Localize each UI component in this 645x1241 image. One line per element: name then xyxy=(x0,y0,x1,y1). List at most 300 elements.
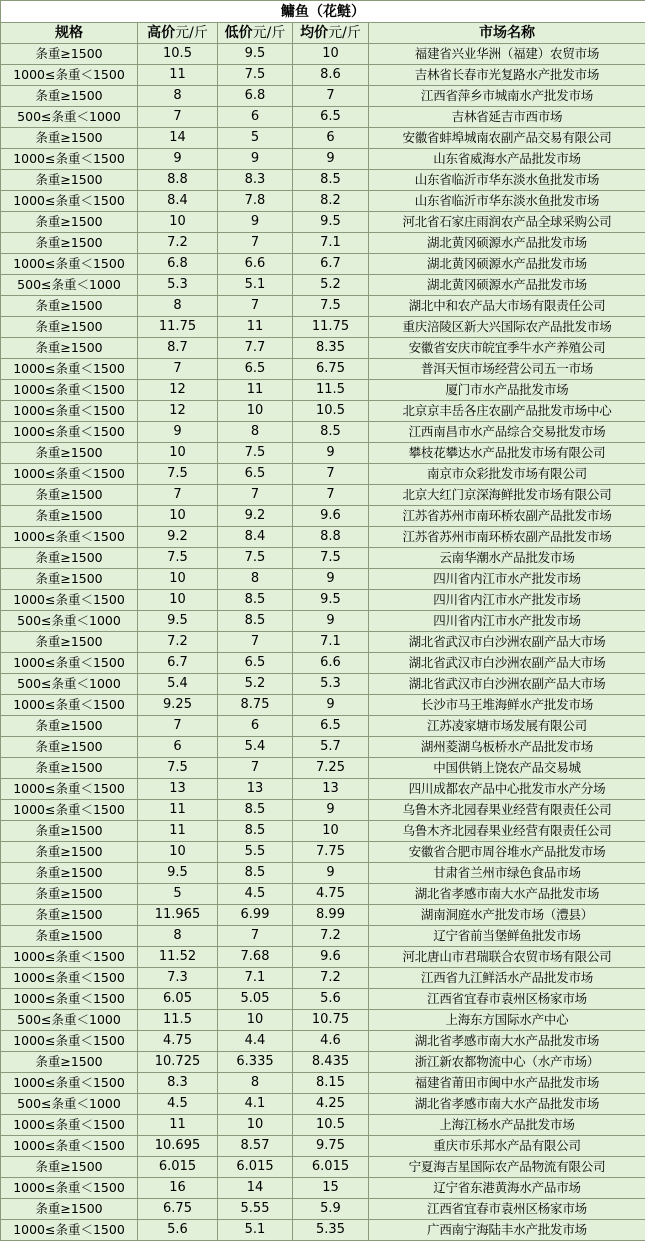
avg-price-cell: 6.75 xyxy=(293,359,369,380)
header-market: 市场名称 xyxy=(369,23,645,44)
high-price-cell: 5.3 xyxy=(138,275,218,296)
market-name-cell: 湖南洞庭水产批发市场（澧县） xyxy=(369,905,645,926)
high-price-cell: 14 xyxy=(138,128,218,149)
high-price-cell: 11.52 xyxy=(138,947,218,968)
low-price-cell: 5.1 xyxy=(218,1220,293,1241)
spec-cell: 1000≤条重＜1500 xyxy=(1,359,138,380)
high-price-cell: 11.965 xyxy=(138,905,218,926)
high-price-cell: 7.5 xyxy=(138,758,218,779)
market-name-cell: 山东省临沂市华东淡水鱼批发市场 xyxy=(369,191,645,212)
table-row xyxy=(1,527,645,548)
avg-price-cell: 4.75 xyxy=(293,884,369,905)
market-name-cell: 湖州菱湖乌板桥水产品批发市场 xyxy=(369,737,645,758)
header-row xyxy=(1,23,645,44)
table-row xyxy=(1,317,645,338)
spec-cell: 500≤条重＜1000 xyxy=(1,611,138,632)
low-price-cell: 8.4 xyxy=(218,527,293,548)
avg-price-cell: 13 xyxy=(293,779,369,800)
spec-cell: 条重≥1500 xyxy=(1,86,138,107)
low-price-cell: 13 xyxy=(218,779,293,800)
low-price-cell: 7.7 xyxy=(218,338,293,359)
spec-cell: 条重≥1500 xyxy=(1,569,138,590)
market-name-cell: 重庆涪陵区新大兴国际农产品批发市场 xyxy=(369,317,645,338)
spec-cell: 500≤条重＜1000 xyxy=(1,1094,138,1115)
market-name-cell: 江苏省苏州市南环桥农副产品批发市场 xyxy=(369,506,645,527)
market-name-cell: 云南华潮水产品批发市场 xyxy=(369,548,645,569)
market-name-cell: 湖北省孝感市南大水产品批发市场 xyxy=(369,1094,645,1115)
market-name-cell: 安徽省蚌埠城南农副产品交易有限公司 xyxy=(369,128,645,149)
low-price-cell: 11 xyxy=(218,380,293,401)
spec-cell: 条重≥1500 xyxy=(1,338,138,359)
low-price-cell: 7.5 xyxy=(218,548,293,569)
high-price-cell: 7.2 xyxy=(138,233,218,254)
market-name-cell: 江西省宜春市袁州区杨家市场 xyxy=(369,1199,645,1220)
high-price-cell: 10 xyxy=(138,443,218,464)
market-name-cell: 河北唐山市君瑞联合农贸市场有限公司 xyxy=(369,947,645,968)
spec-cell: 1000≤条重＜1500 xyxy=(1,1031,138,1052)
table-row xyxy=(1,296,645,317)
avg-price-cell: 7 xyxy=(293,464,369,485)
table-row xyxy=(1,422,645,443)
high-price-cell: 7.5 xyxy=(138,464,218,485)
spec-cell: 条重≥1500 xyxy=(1,296,138,317)
spec-cell: 条重≥1500 xyxy=(1,128,138,149)
high-price-cell: 7 xyxy=(138,107,218,128)
high-price-cell: 9.5 xyxy=(138,611,218,632)
market-name-cell: 江苏凌家塘市场发展有限公司 xyxy=(369,716,645,737)
low-price-cell: 7.1 xyxy=(218,968,293,989)
table-row xyxy=(1,86,645,107)
low-price-cell: 8.75 xyxy=(218,695,293,716)
low-price-cell: 7 xyxy=(218,926,293,947)
high-price-cell: 8 xyxy=(138,296,218,317)
table-row xyxy=(1,884,645,905)
avg-price-cell: 9 xyxy=(293,800,369,821)
table-row xyxy=(1,1220,645,1241)
table-row xyxy=(1,506,645,527)
table-row xyxy=(1,464,645,485)
market-name-cell: 江西省宜春市袁州区杨家市场 xyxy=(369,989,645,1010)
market-name-cell: 河北省石家庄雨润农产品全球采购公司 xyxy=(369,212,645,233)
market-name-cell: 广西南宁海陆丰水产批发市场 xyxy=(369,1220,645,1241)
header-avg-label: 均价 xyxy=(300,25,328,41)
low-price-cell: 8.5 xyxy=(218,611,293,632)
high-price-cell: 9 xyxy=(138,149,218,170)
low-price-cell: 8.5 xyxy=(218,821,293,842)
table-row xyxy=(1,1031,645,1052)
high-price-cell: 7 xyxy=(138,716,218,737)
avg-price-cell: 15 xyxy=(293,1178,369,1199)
spec-cell: 条重≥1500 xyxy=(1,905,138,926)
avg-price-cell: 7.1 xyxy=(293,233,369,254)
table-row xyxy=(1,905,645,926)
high-price-cell: 6.7 xyxy=(138,653,218,674)
low-price-cell: 5.1 xyxy=(218,275,293,296)
low-price-cell: 10 xyxy=(218,1010,293,1031)
spec-cell: 1000≤条重＜1500 xyxy=(1,779,138,800)
high-price-cell: 10 xyxy=(138,212,218,233)
high-price-cell: 10 xyxy=(138,569,218,590)
low-price-cell: 10 xyxy=(218,1115,293,1136)
low-price-cell: 11 xyxy=(218,317,293,338)
table-row xyxy=(1,653,645,674)
table-row xyxy=(1,170,645,191)
market-name-cell: 江苏省苏州市南环桥农副产品批发市场 xyxy=(369,527,645,548)
avg-price-cell: 11.5 xyxy=(293,380,369,401)
market-name-cell: 江西省萍乡市城南水产批发市场 xyxy=(369,86,645,107)
high-price-cell: 10.695 xyxy=(138,1136,218,1157)
market-name-cell: 江西省九江鲜活水产品批发市场 xyxy=(369,968,645,989)
spec-cell: 条重≥1500 xyxy=(1,926,138,947)
high-price-cell: 16 xyxy=(138,1178,218,1199)
market-name-cell: 宁夏海吉星国际农产品物流有限公司 xyxy=(369,1157,645,1178)
high-price-cell: 13 xyxy=(138,779,218,800)
low-price-cell: 6 xyxy=(218,716,293,737)
avg-price-cell: 5.7 xyxy=(293,737,369,758)
market-name-cell: 安徽省安庆市皖宜季牛水产养殖公司 xyxy=(369,338,645,359)
avg-price-cell: 9.75 xyxy=(293,1136,369,1157)
spec-cell: 1000≤条重＜1500 xyxy=(1,1220,138,1241)
high-price-cell: 8 xyxy=(138,926,218,947)
table-row xyxy=(1,44,645,65)
table-row xyxy=(1,443,645,464)
avg-price-cell: 7.25 xyxy=(293,758,369,779)
high-price-cell: 10 xyxy=(138,590,218,611)
low-price-cell: 6.99 xyxy=(218,905,293,926)
avg-price-cell: 8.8 xyxy=(293,527,369,548)
spec-cell: 500≤条重＜1000 xyxy=(1,107,138,128)
spec-cell: 条重≥1500 xyxy=(1,1199,138,1220)
avg-price-cell: 9.5 xyxy=(293,590,369,611)
spec-cell: 条重≥1500 xyxy=(1,758,138,779)
table-row xyxy=(1,149,645,170)
high-price-cell: 8.3 xyxy=(138,1073,218,1094)
avg-price-cell: 7.2 xyxy=(293,926,369,947)
low-price-cell: 6.5 xyxy=(218,359,293,380)
market-name-cell: 甘肃省兰州市绿色食品市场 xyxy=(369,863,645,884)
low-price-cell: 5.55 xyxy=(218,1199,293,1220)
avg-price-cell: 7.75 xyxy=(293,842,369,863)
avg-price-cell: 9 xyxy=(293,611,369,632)
table-row xyxy=(1,548,645,569)
avg-price-cell: 6 xyxy=(293,128,369,149)
spec-cell: 1000≤条重＜1500 xyxy=(1,1136,138,1157)
avg-price-cell: 5.9 xyxy=(293,1199,369,1220)
low-price-cell: 8 xyxy=(218,1073,293,1094)
avg-price-cell: 9.5 xyxy=(293,212,369,233)
header-low-price xyxy=(218,23,293,44)
low-price-cell: 7.8 xyxy=(218,191,293,212)
table-row xyxy=(1,1199,645,1220)
market-name-cell: 福建省莆田市闽中水产品批发市场 xyxy=(369,1073,645,1094)
low-price-cell: 6.015 xyxy=(218,1157,293,1178)
avg-price-cell: 10.5 xyxy=(293,1115,369,1136)
low-price-cell: 7 xyxy=(218,296,293,317)
spec-cell: 条重≥1500 xyxy=(1,821,138,842)
market-name-cell: 上海东方国际水产中心 xyxy=(369,1010,645,1031)
spec-cell: 1000≤条重＜1500 xyxy=(1,1073,138,1094)
spec-cell: 1000≤条重＜1500 xyxy=(1,1115,138,1136)
spec-cell: 1000≤条重＜1500 xyxy=(1,254,138,275)
low-price-cell: 5.4 xyxy=(218,737,293,758)
market-name-cell: 四川省内江市水产批发市场 xyxy=(369,590,645,611)
high-price-cell: 12 xyxy=(138,380,218,401)
market-name-cell: 南京市众彩批发市场有限公司 xyxy=(369,464,645,485)
avg-price-cell: 6.015 xyxy=(293,1157,369,1178)
table-row xyxy=(1,1115,645,1136)
market-name-cell: 攀枝花攀达水产品批发市场有限公司 xyxy=(369,443,645,464)
avg-price-cell: 8.2 xyxy=(293,191,369,212)
table-row xyxy=(1,233,645,254)
high-price-cell: 6.05 xyxy=(138,989,218,1010)
table-row xyxy=(1,254,645,275)
table-row xyxy=(1,779,645,800)
low-price-cell: 6.5 xyxy=(218,464,293,485)
avg-price-cell: 11.75 xyxy=(293,317,369,338)
low-price-cell: 4.1 xyxy=(218,1094,293,1115)
spec-cell: 条重≥1500 xyxy=(1,842,138,863)
high-price-cell: 7.3 xyxy=(138,968,218,989)
market-name-cell: 北京京丰岳各庄农副产品批发市场中心 xyxy=(369,401,645,422)
avg-price-cell: 4.6 xyxy=(293,1031,369,1052)
avg-price-cell: 8.6 xyxy=(293,65,369,86)
spec-cell: 1000≤条重＜1500 xyxy=(1,401,138,422)
low-price-cell: 4.5 xyxy=(218,884,293,905)
market-name-cell: 乌鲁木齐北园春果业经营有限责任公司 xyxy=(369,800,645,821)
low-price-cell: 6.335 xyxy=(218,1052,293,1073)
high-price-cell: 8.4 xyxy=(138,191,218,212)
table-row xyxy=(1,1052,645,1073)
market-name-cell: 江西南昌市水产品综合交易批发市场 xyxy=(369,422,645,443)
spec-cell: 1000≤条重＜1500 xyxy=(1,527,138,548)
spec-cell: 条重≥1500 xyxy=(1,548,138,569)
low-price-cell: 8.3 xyxy=(218,170,293,191)
table-row xyxy=(1,674,645,695)
market-name-cell: 浙江新农都物流中心（水产市场） xyxy=(369,1052,645,1073)
market-name-cell: 吉林省延吉市西市场 xyxy=(369,107,645,128)
high-price-cell: 8.8 xyxy=(138,170,218,191)
low-price-cell: 5.05 xyxy=(218,989,293,1010)
header-avg-price xyxy=(293,23,369,44)
avg-price-cell: 7 xyxy=(293,485,369,506)
table-row xyxy=(1,968,645,989)
high-price-cell: 6 xyxy=(138,737,218,758)
market-name-cell: 湖北黄冈硕源水产品批发市场 xyxy=(369,275,645,296)
spec-cell: 1000≤条重＜1500 xyxy=(1,1178,138,1199)
avg-price-cell: 9 xyxy=(293,569,369,590)
low-price-cell: 6.8 xyxy=(218,86,293,107)
low-price-cell: 7 xyxy=(218,233,293,254)
avg-price-cell: 10.75 xyxy=(293,1010,369,1031)
high-price-cell: 12 xyxy=(138,401,218,422)
spec-cell: 500≤条重＜1000 xyxy=(1,1010,138,1031)
avg-price-cell: 9 xyxy=(293,695,369,716)
table-row xyxy=(1,716,645,737)
avg-price-cell: 6.7 xyxy=(293,254,369,275)
high-price-cell: 9.5 xyxy=(138,863,218,884)
header-low-label: 低价 xyxy=(225,25,253,41)
high-price-cell: 11 xyxy=(138,800,218,821)
table-title: 鳙鱼（花鲢） xyxy=(1,1,645,23)
spec-cell: 500≤条重＜1000 xyxy=(1,275,138,296)
table-row xyxy=(1,590,645,611)
avg-price-cell: 10 xyxy=(293,821,369,842)
table-row xyxy=(1,695,645,716)
avg-price-cell: 8.5 xyxy=(293,422,369,443)
spec-cell: 1000≤条重＜1500 xyxy=(1,464,138,485)
high-price-cell: 7 xyxy=(138,485,218,506)
spec-cell: 条重≥1500 xyxy=(1,632,138,653)
high-price-cell: 4.75 xyxy=(138,1031,218,1052)
avg-price-cell: 7.5 xyxy=(293,296,369,317)
high-price-cell: 10.725 xyxy=(138,1052,218,1073)
high-price-cell: 7.5 xyxy=(138,548,218,569)
table-body xyxy=(1,44,645,1241)
spec-cell: 条重≥1500 xyxy=(1,884,138,905)
low-price-cell: 7 xyxy=(218,632,293,653)
spec-cell: 条重≥1500 xyxy=(1,863,138,884)
high-price-cell: 10.5 xyxy=(138,44,218,65)
avg-price-cell: 6.5 xyxy=(293,716,369,737)
low-price-cell: 8.5 xyxy=(218,590,293,611)
market-name-cell: 福建省兴业华洲（福建）农贸市场 xyxy=(369,44,645,65)
high-price-cell: 7.2 xyxy=(138,632,218,653)
high-price-cell: 10 xyxy=(138,842,218,863)
avg-price-cell: 5.35 xyxy=(293,1220,369,1241)
spec-cell: 条重≥1500 xyxy=(1,443,138,464)
table-row xyxy=(1,947,645,968)
market-name-cell: 北京大红门京深海鲜批发市场有限公司 xyxy=(369,485,645,506)
market-name-cell: 厦门市水产品批发市场 xyxy=(369,380,645,401)
spec-cell: 1000≤条重＜1500 xyxy=(1,65,138,86)
low-price-cell: 7 xyxy=(218,758,293,779)
market-name-cell: 上海江杨水产品批发市场 xyxy=(369,1115,645,1136)
spec-cell: 1000≤条重＜1500 xyxy=(1,695,138,716)
table-row xyxy=(1,758,645,779)
avg-price-cell: 9.6 xyxy=(293,506,369,527)
high-price-cell: 11.75 xyxy=(138,317,218,338)
table-row xyxy=(1,989,645,1010)
low-price-cell: 9.5 xyxy=(218,44,293,65)
market-name-cell: 山东省临沂市华东淡水鱼批发市场 xyxy=(369,170,645,191)
market-name-cell: 四川省内江市水产批发市场 xyxy=(369,569,645,590)
low-price-cell: 8 xyxy=(218,569,293,590)
spec-cell: 1000≤条重＜1500 xyxy=(1,800,138,821)
market-name-cell: 辽宁省东港黄海水产品市场 xyxy=(369,1178,645,1199)
spec-cell: 条重≥1500 xyxy=(1,44,138,65)
avg-price-cell: 7.5 xyxy=(293,548,369,569)
spec-cell: 1000≤条重＜1500 xyxy=(1,380,138,401)
avg-price-cell: 9 xyxy=(293,149,369,170)
spec-cell: 1000≤条重＜1500 xyxy=(1,149,138,170)
high-price-cell: 5.6 xyxy=(138,1220,218,1241)
avg-price-cell: 8.99 xyxy=(293,905,369,926)
low-price-cell: 5.5 xyxy=(218,842,293,863)
market-name-cell: 重庆市乐邦水产品有限公司 xyxy=(369,1136,645,1157)
avg-price-cell: 10 xyxy=(293,44,369,65)
market-name-cell: 普洱天恒市场经营公司五一市场 xyxy=(369,359,645,380)
high-price-cell: 6.015 xyxy=(138,1157,218,1178)
spec-cell: 1000≤条重＜1500 xyxy=(1,989,138,1010)
high-price-cell: 9 xyxy=(138,422,218,443)
table-row xyxy=(1,1094,645,1115)
table-row xyxy=(1,1136,645,1157)
spec-cell: 条重≥1500 xyxy=(1,1052,138,1073)
table-row xyxy=(1,191,645,212)
market-name-cell: 湖北省孝感市南大水产品批发市场 xyxy=(369,884,645,905)
market-name-cell: 山东省威海水产品批发市场 xyxy=(369,149,645,170)
table-row xyxy=(1,275,645,296)
high-price-cell: 8 xyxy=(138,86,218,107)
spec-cell: 条重≥1500 xyxy=(1,170,138,191)
table-row xyxy=(1,1010,645,1031)
high-price-cell: 4.5 xyxy=(138,1094,218,1115)
low-price-cell: 6 xyxy=(218,107,293,128)
high-price-cell: 6.8 xyxy=(138,254,218,275)
low-price-cell: 8.57 xyxy=(218,1136,293,1157)
avg-price-cell: 6.6 xyxy=(293,653,369,674)
high-price-cell: 7 xyxy=(138,359,218,380)
table-row xyxy=(1,107,645,128)
table-row xyxy=(1,128,645,149)
high-price-cell: 5.4 xyxy=(138,674,218,695)
low-price-cell: 4.4 xyxy=(218,1031,293,1052)
header-high-price xyxy=(138,23,218,44)
market-name-cell: 湖北省武汉市白沙洲农副产品大市场 xyxy=(369,674,645,695)
table-row xyxy=(1,926,645,947)
market-name-cell: 湖北黄冈硕源水产品批发市场 xyxy=(369,254,645,275)
market-name-cell: 湖北黄冈硕源水产品批发市场 xyxy=(369,233,645,254)
avg-price-cell: 4.25 xyxy=(293,1094,369,1115)
low-price-cell: 9 xyxy=(218,212,293,233)
high-price-cell: 11.5 xyxy=(138,1010,218,1031)
low-price-cell: 10 xyxy=(218,401,293,422)
spec-cell: 500≤条重＜1000 xyxy=(1,674,138,695)
market-name-cell: 长沙市马王堆海鲜水产批发市场 xyxy=(369,695,645,716)
low-price-cell: 8.5 xyxy=(218,800,293,821)
spec-cell: 1000≤条重＜1500 xyxy=(1,968,138,989)
market-name-cell: 安徽省合肥市周谷堆水产品批发市场 xyxy=(369,842,645,863)
table-row xyxy=(1,632,645,653)
low-price-cell: 5 xyxy=(218,128,293,149)
header-spec: 规格 xyxy=(1,23,138,44)
spec-cell: 条重≥1500 xyxy=(1,737,138,758)
market-name-cell: 四川成都农产品中心批发市水产分场 xyxy=(369,779,645,800)
avg-price-cell: 7.1 xyxy=(293,632,369,653)
table-row xyxy=(1,737,645,758)
table-row xyxy=(1,401,645,422)
market-name-cell: 四川省内江市水产批发市场 xyxy=(369,611,645,632)
low-price-cell: 6.6 xyxy=(218,254,293,275)
table-row xyxy=(1,1073,645,1094)
spec-cell: 条重≥1500 xyxy=(1,317,138,338)
spec-cell: 1000≤条重＜1500 xyxy=(1,947,138,968)
table-row xyxy=(1,65,645,86)
table-row xyxy=(1,821,645,842)
avg-price-cell: 6.5 xyxy=(293,107,369,128)
spec-cell: 1000≤条重＜1500 xyxy=(1,590,138,611)
spec-cell: 条重≥1500 xyxy=(1,1157,138,1178)
table-row xyxy=(1,485,645,506)
low-price-cell: 8 xyxy=(218,422,293,443)
low-price-cell: 9 xyxy=(218,149,293,170)
high-price-cell: 6.75 xyxy=(138,1199,218,1220)
low-price-cell: 8.5 xyxy=(218,863,293,884)
header-low-unit: 元/斤 xyxy=(253,25,286,41)
header-high-unit: 元/斤 xyxy=(175,25,208,41)
table-row xyxy=(1,212,645,233)
market-name-cell: 乌鲁木齐北园春果业经营有限责任公司 xyxy=(369,821,645,842)
